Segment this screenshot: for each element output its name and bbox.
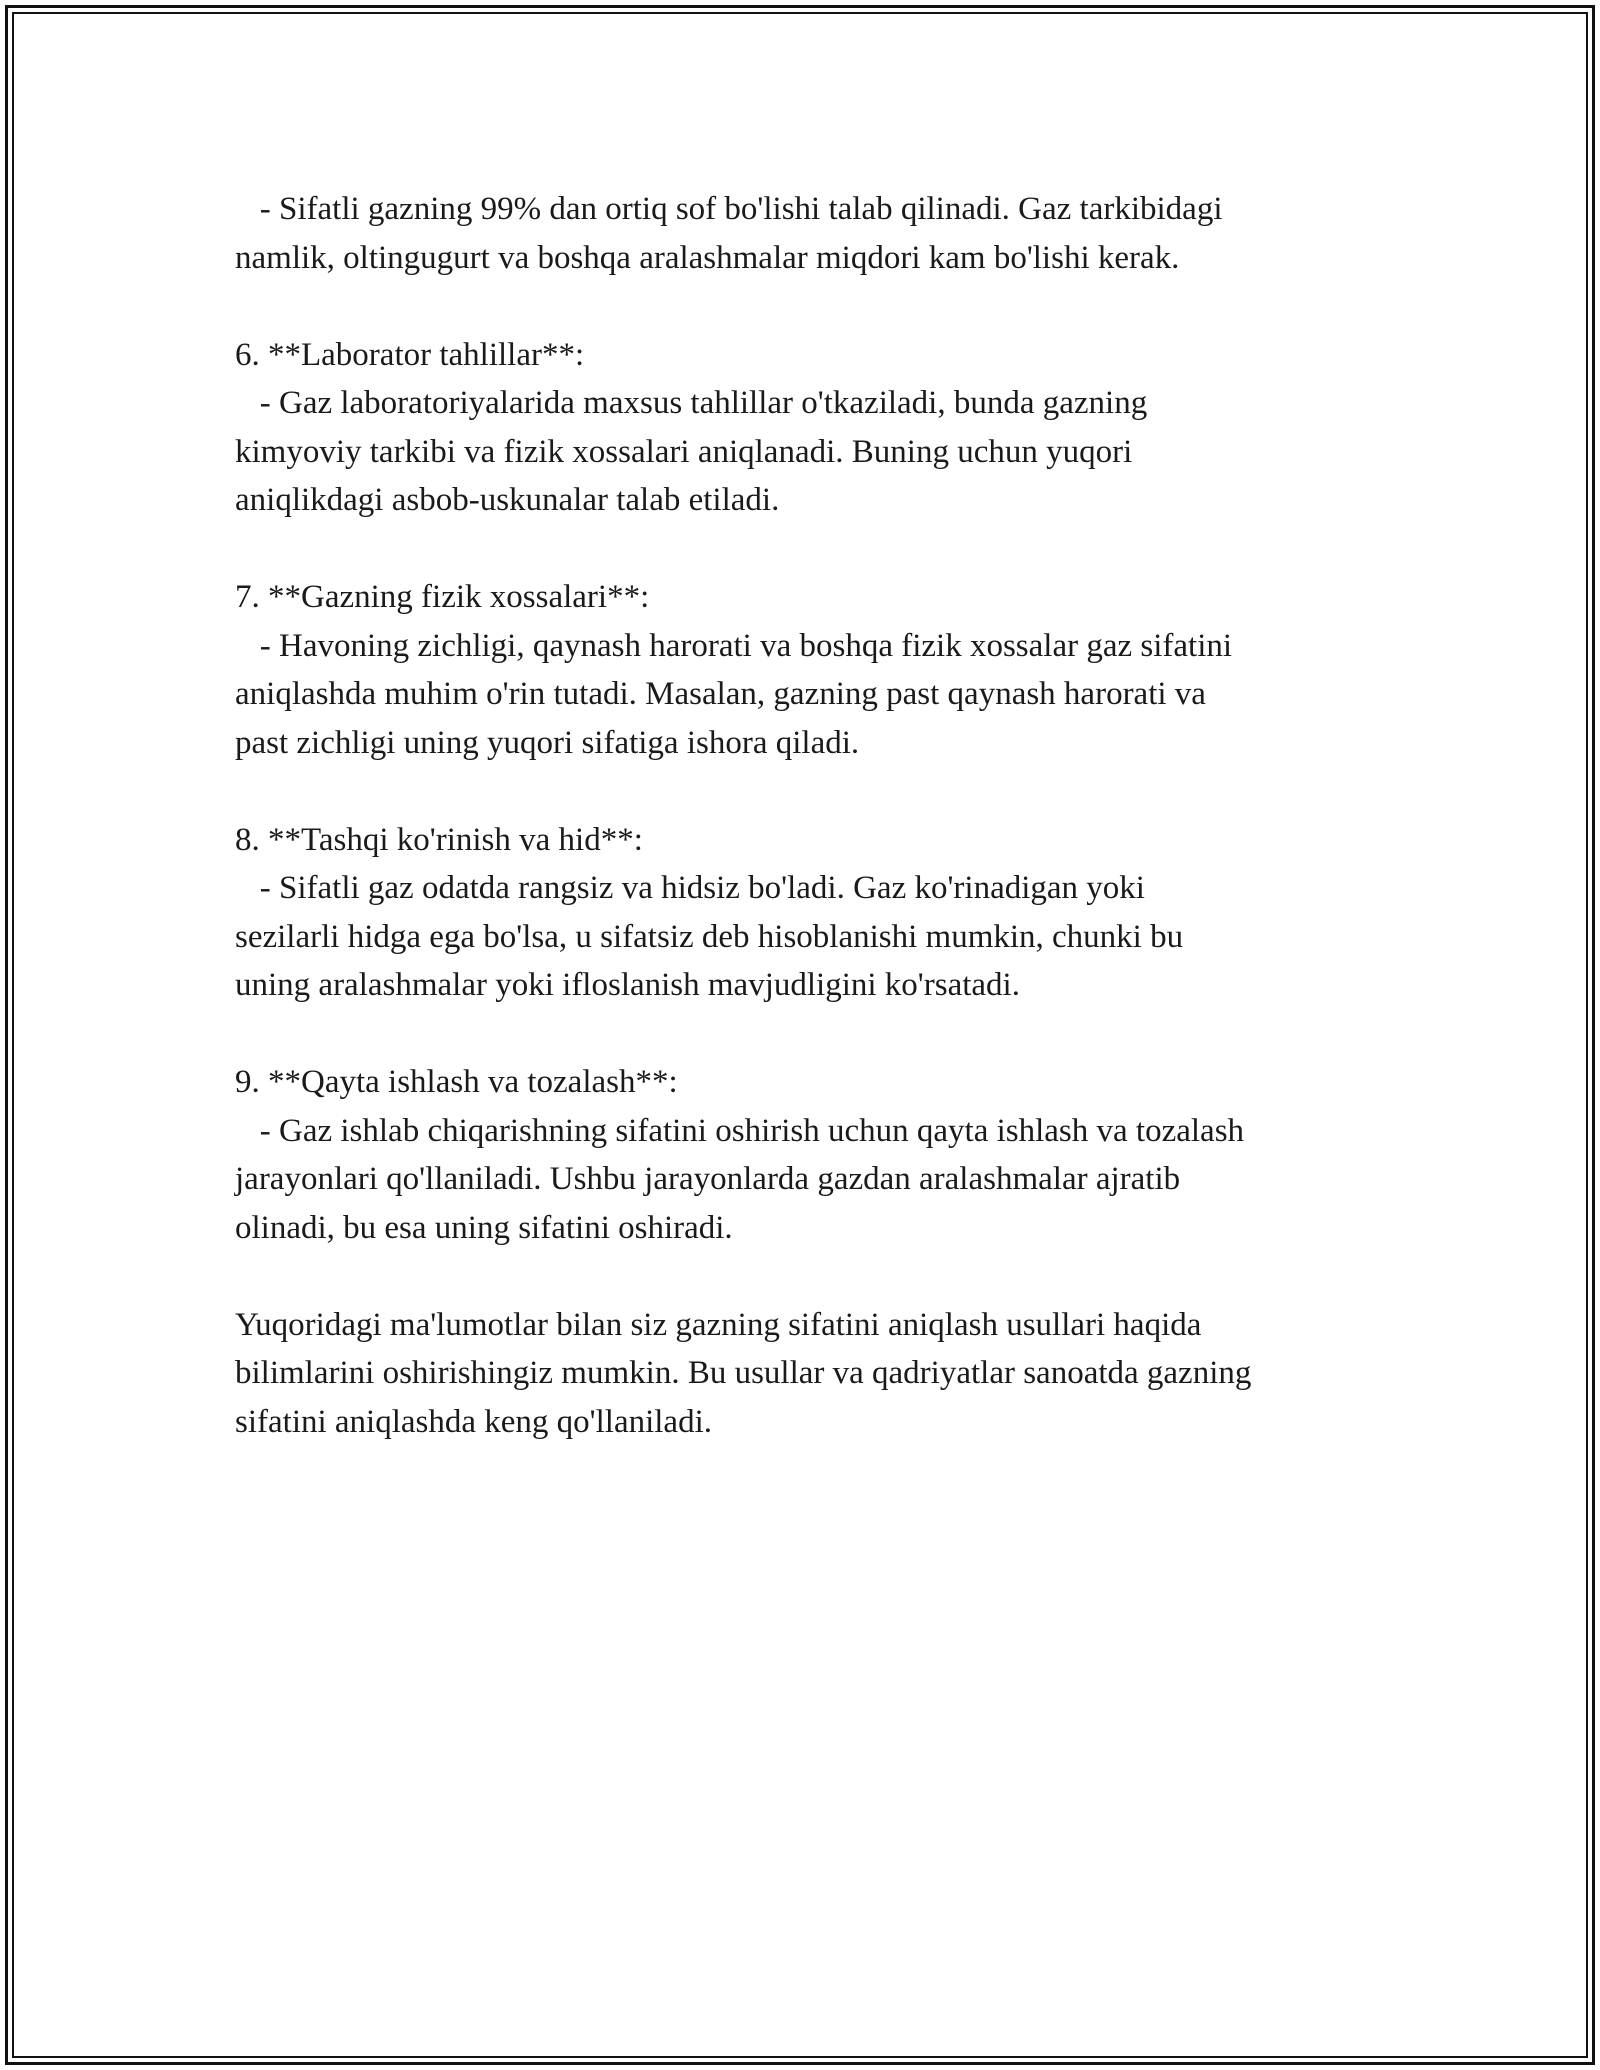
paragraph-conclusion	[235, 1301, 1415, 1447]
text-line: uning aralashmalar yoki ifloslanish mavjudligini ko'rsatadi.	[235, 967, 1020, 1003]
text-line: bilimlarini oshirishingiz mumkin. Bu usullar va qadriyatlar sanoatda gazning	[235, 1355, 1252, 1391]
text-line: jarayonlari qo'llaniladi. Ushbu jarayonlarda gazdan aralashmalar ajratib	[235, 1161, 1181, 1197]
text-line: olinadi, bu esa uning sifatini oshiradi.	[235, 1209, 733, 1246]
section-9-processing-cleaning	[235, 1058, 1415, 1252]
section-7-physical-properties	[235, 573, 1415, 767]
text-line: namlik, oltingugurt va boshqa aralashmalar miqdori kam bo'lishi kerak.	[235, 239, 1180, 276]
section-heading: 7. **Gazning fizik xossalari**:	[235, 579, 650, 615]
text-line: sifatini aniqlashda keng qo'llaniladi.	[235, 1403, 713, 1440]
text-line: - Sifatli gazning 99% dan ortiq sof bo'lishi talab qilinadi. Gaz tarkibidagi	[235, 191, 1223, 227]
text-line: aniqlashda muhim o'rin tutadi. Masalan, gazning past qaynash harorati va	[235, 676, 1206, 712]
text-line: aniqlikdagi asbob-uskunalar talab etiladi.	[235, 482, 780, 518]
section-heading: 6. **Laborator tahlillar**:	[235, 336, 585, 373]
document-body	[235, 185, 1415, 1495]
text-line: kimyoviy tarkibi va fizik xossalari aniqlanadi. Buning uchun yuqori	[235, 433, 1133, 470]
section-heading: 9. **Qayta ishlash va tozalash**:	[235, 1064, 678, 1100]
text-line: sezilarli hidga ega bo'lsa, u sifatsiz deb hisoblanishi mumkin, chunki bu	[235, 918, 1184, 955]
text-line: past zichligi uning yuqori sifatiga ishora qiladi.	[235, 724, 860, 761]
text-line: Yuqoridagi ma'lumotlar bilan siz gazning sifatini aniqlash usullari haqida	[235, 1306, 1202, 1343]
paragraph-purity	[235, 185, 1415, 282]
text-line: - Sifatli gaz odatda rangsiz va hidsiz bo'ladi. Gaz ko'rinadigan yoki	[235, 870, 1145, 906]
section-heading: 8. **Tashqi ko'rinish va hid**:	[235, 821, 643, 858]
text-line: - Gaz laboratoriyalarida maxsus tahlillar o'tkaziladi, bunda gazning	[235, 385, 1148, 421]
section-8-appearance-odor	[235, 816, 1415, 1010]
section-6-laboratory-analysis	[235, 331, 1415, 525]
text-line: - Havoning zichligi, qaynash harorati va boshqa fizik xossalar gaz sifatini	[235, 627, 1233, 664]
text-line: - Gaz ishlab chiqarishning sifatini oshirish uchun qayta ishlash va tozalash	[235, 1112, 1245, 1149]
